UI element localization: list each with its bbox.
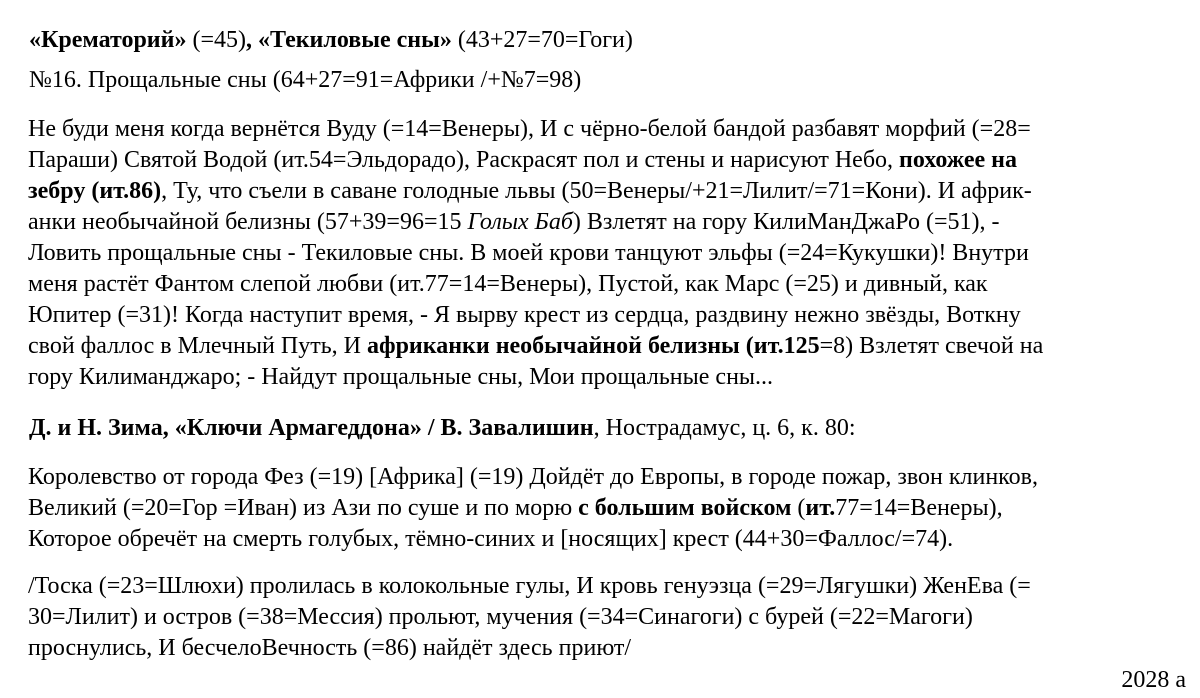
- text-run: Юпитер (=31)! Когда наступит время, - Я вырву крест из сердца, раздвину нежно звёзды, Воткну: [28, 302, 1021, 328]
- text-run: (43+27=70=Гоги): [451, 27, 633, 53]
- song-title-line: [29, 20, 1200, 60]
- text-line: [28, 207, 1200, 238]
- text-run: проснулись, И бесчелоВечность (=86) найдёт здесь приют/: [28, 635, 632, 661]
- quatrain-paragraph: [28, 462, 1200, 555]
- text-run: /Тоска (=23=Шлюхи) пролилась в колокольные гулы, И кровь генуэзца (=29=Лягушки) ЖенЕва (=: [28, 573, 1031, 599]
- text-line: [28, 493, 1200, 524]
- text-run: африканки необычайной белизны (ит.125: [366, 333, 820, 359]
- text-line: [28, 602, 1200, 633]
- lyrics-paragraph: [28, 114, 1200, 393]
- text-line: [28, 362, 1200, 393]
- text-run: Параши) Святой Водой (ит.54=Эльдорадо), Раскрасят пол и стены и нарисуют Небо,: [28, 147, 900, 173]
- text-run: «Текиловые сны»: [257, 27, 452, 53]
- text-run: Д. и Н. Зима, «Ключи Армагеддона» / В. Завалишин: [29, 415, 594, 441]
- text-run: Королевство от города Фез (=19) [Африка] (=19) Дойдёт до Европы, в городе пожар, звон клинков,: [28, 464, 1038, 490]
- text-run: ,: [245, 27, 258, 53]
- text-run: №16. Прощальные сны (64+27=91=Африки /+№7=98): [29, 67, 582, 93]
- text-run: ит.: [805, 495, 836, 521]
- section-heading: [29, 413, 1200, 444]
- translation-paragraph: [28, 571, 1200, 664]
- text-run: зебру (ит.86): [28, 178, 162, 204]
- text-line: [28, 238, 1200, 269]
- text-run: Которое обречёт на смерть голубых, тёмно-синих и [носящих] крест (44+30=Фаллос/=74).: [28, 526, 954, 552]
- text-run: 77=14=Венеры),: [835, 495, 1003, 521]
- song-subtitle-line: [29, 60, 1200, 100]
- text-line: [28, 633, 1200, 664]
- text-run: гору Килиманджаро; - Найдут прощальные сны, Мои прощальные сны...: [28, 364, 774, 390]
- text-run: Голых Баб: [467, 209, 573, 235]
- text-run: Ловить прощальные сны - Текиловые сны. В моей крови танцуют эльфы (=24=Кукушки)! Внутри: [28, 240, 1029, 266]
- text-line: [28, 462, 1200, 493]
- text-run: меня растёт Фантом слепой любви (ит.77=14=Венеры), Пустой, как Марс (=25) и дивный, как: [28, 271, 988, 297]
- text-run: , Нострадамус, ц. 6, к. 80:: [593, 415, 856, 441]
- text-line: [28, 269, 1200, 300]
- text-run: (: [791, 495, 806, 521]
- text-run: Не буди меня когда вернётся Вуду (=14=Венеры), И с чёрно-белой бандой разбавят морфий (=28=: [28, 116, 1031, 142]
- page-number: 2028 а: [1121, 667, 1186, 693]
- text-run: «Крематорий»: [29, 27, 187, 53]
- text-line: [28, 331, 1200, 362]
- text-run: Великий (=20=Гор =Иван) из Ази по суше и по морю: [28, 495, 579, 521]
- text-run: похожее на: [899, 147, 1017, 173]
- text-line: [28, 571, 1200, 602]
- title-block: [29, 0, 1200, 100]
- text-line: [28, 145, 1200, 176]
- text-run: , Ту, что съели в саване голодные львы (50=Венеры/+21=Лилит/=71=Кони). И африк-: [161, 178, 1032, 204]
- text-run: с большим войском: [578, 495, 792, 521]
- text-run: =8) Взлетят свечой на: [819, 333, 1044, 359]
- text-line: [28, 176, 1200, 207]
- text-run: (=45): [186, 27, 246, 53]
- text-line: [28, 114, 1200, 145]
- text-run: 30=Лилит) и остров (=38=Мессия) прольют, мучения (=34=Синагоги) с бурей (=22=Магоги): [28, 604, 973, 630]
- text-run: ) Взлетят на гору КилиМанДжаРо (=51), -: [572, 209, 1000, 235]
- text-run: анки необычайной белизны (57+39=96=15: [28, 209, 468, 235]
- text-run: свой фаллос в Млечный Путь, И: [28, 333, 367, 359]
- text-line: [28, 524, 1200, 555]
- text-line: [28, 300, 1200, 331]
